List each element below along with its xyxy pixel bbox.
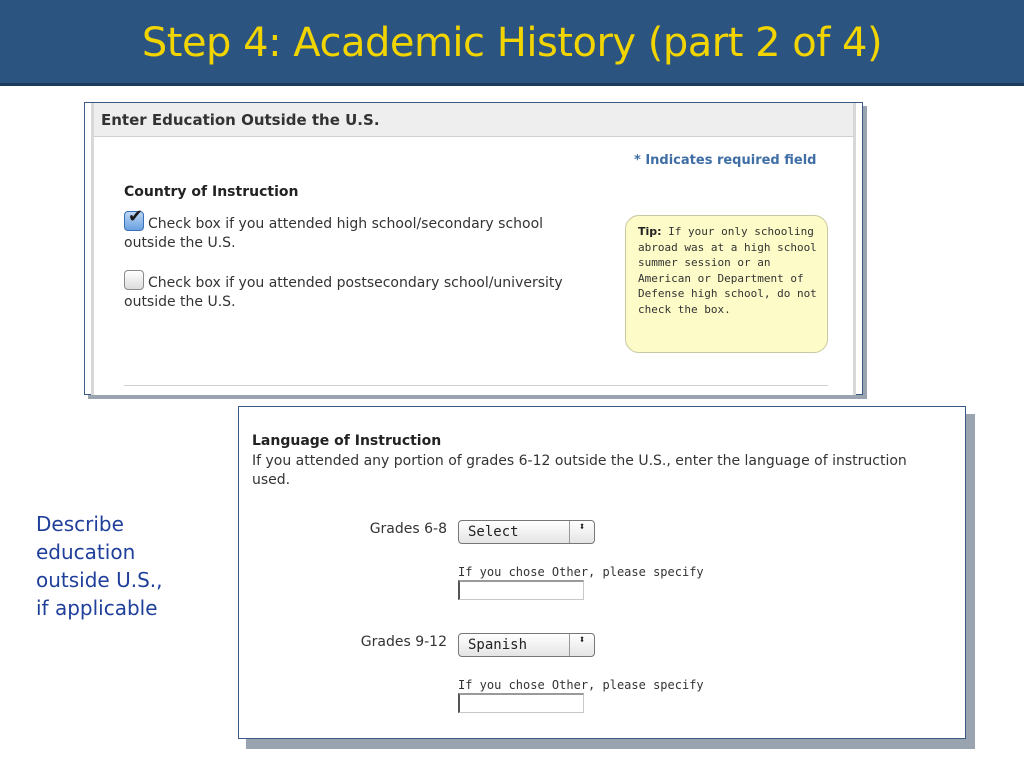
caption-line: Describe xyxy=(36,512,124,536)
university-checkbox-label-cont: outside the U.S. xyxy=(124,294,236,310)
grades-9-12-other-input[interactable] xyxy=(458,693,584,713)
grades-9-12-selected-value: Spanish xyxy=(468,637,528,653)
high-school-checkbox-label: Check box if you attended high school/secondary school xyxy=(148,216,544,232)
language-description: If you attended any portion of grades 6-12 outside the U.S., enter the language of instruction used. xyxy=(252,453,907,488)
grades-9-12-label: Grades 9-12 xyxy=(360,634,447,650)
caption-line: outside U.S., xyxy=(36,568,163,592)
divider xyxy=(124,385,828,386)
panel-body xyxy=(91,103,856,395)
grades-9-12-select[interactable] xyxy=(458,633,595,657)
tip-box xyxy=(625,215,828,353)
slide-title: Step 4: Academic History (part 2 of 4) xyxy=(141,20,883,66)
university-checkbox-row xyxy=(124,270,604,312)
grades-9-12-specify-label: If you chose Other, please specify xyxy=(458,678,704,692)
side-caption xyxy=(36,510,226,622)
required-field-note: * Indicates required field xyxy=(634,153,817,168)
high-school-checkbox-label-cont: outside the U.S. xyxy=(124,235,236,251)
grades-6-8-specify-label: If you chose Other, please specify xyxy=(458,565,704,579)
grades-6-8-label: Grades 6-8 xyxy=(369,521,447,537)
university-checkbox-label: Check box if you attended postsecondary school/university xyxy=(148,275,563,291)
university-checkbox[interactable] xyxy=(124,270,144,290)
grades-6-8-other-input[interactable] xyxy=(458,580,584,600)
tip-text: If your only schooling abroad was at a high school summer session or an American or Department of Defense high school, do not check the box. xyxy=(638,225,817,316)
checkmark-icon: ✔ xyxy=(128,206,144,227)
caption-line: education xyxy=(36,540,136,564)
tip-label: Tip: xyxy=(638,225,662,238)
grades-6-8-selected-value: Select xyxy=(468,524,519,540)
grades-6-8-select[interactable] xyxy=(458,520,595,544)
language-heading: Language of Instruction xyxy=(252,433,442,449)
high-school-checkbox[interactable] xyxy=(124,206,144,231)
select-arrows-icon: ⬍ xyxy=(569,521,594,543)
title-bar xyxy=(0,0,1024,86)
panel-header: Enter Education Outside the U.S. xyxy=(94,103,853,137)
language-of-instruction-panel xyxy=(238,406,966,739)
high-school-checkbox-row xyxy=(124,206,604,253)
select-arrows-icon: ⬍ xyxy=(569,634,594,656)
country-of-instruction-heading: Country of Instruction xyxy=(124,184,299,200)
education-outside-us-panel xyxy=(84,102,863,395)
caption-line: if applicable xyxy=(36,596,158,620)
